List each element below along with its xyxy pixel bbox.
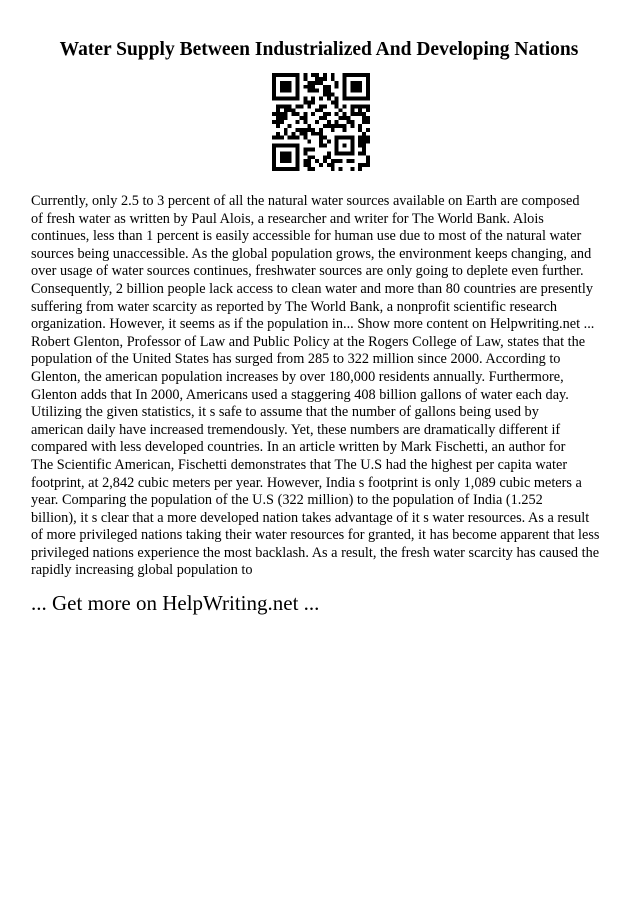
page-title: Water Supply Between Industrialized And Developing Nations	[59, 39, 579, 60]
qr-code-icon	[272, 73, 370, 171]
get-more-link[interactable]: ... Get more on HelpWriting.net ...	[31, 591, 320, 615]
article-body: Currently, only 2.5 to 3 percent of all the natural water sources available on Earth are composed of fresh water as written by Paul Alois, a researcher and writer for The World Bank. Alois continues, less than 1 percent is easily accessible for human use due to most of the natural water sources being unaccessible. As the global population grows, the environment keeps changing, and over usage of water sources continues, freshwater sources are only going to deplete even further. Consequently, 2 billion people lack access to clean water and more than 80 countries are presently suffering from water scarcity as reported by The World Bank, a nonprofit scientific research organization. However, it seems as if the population in... Show more content on Helpwriting.net ... Robert Glenton, Professor of Law and Public Policy at the Rogers College of Law, states that the population of the United States has surged from 285 to 322 million since 2000. According to Glenton, the american population increases by over 180,000 residents annually. Furthermore, Glenton adds that In 2000, Americans used a staggering 408 billion gallons of water each day. Utilizing the given statistics, it s safe to assume that the number of gallons being used by american daily have increased tremendously. Yet, these numbers are dramatically different if compared with less developed countries. In an article written by Mark Fischetti, an author for The Scientific American, Fischetti demonstrates that The U.S had the highest per capita water footprint, at 2,842 cubic meters per year. However, India s footprint is only 1,089 cubic meters a year. Comparing the population of the U.S (322 million) to the population of India (1.252 billion), it s clear that a more developed nation takes advantage of it s water resources. As a result of more privileged nations taking their water resources for granted, it has become apparent that less privileged nations experience the most backlash. As a result, the fresh water scarcity has caused the rapidly increasing global population to	[31, 193, 600, 579]
